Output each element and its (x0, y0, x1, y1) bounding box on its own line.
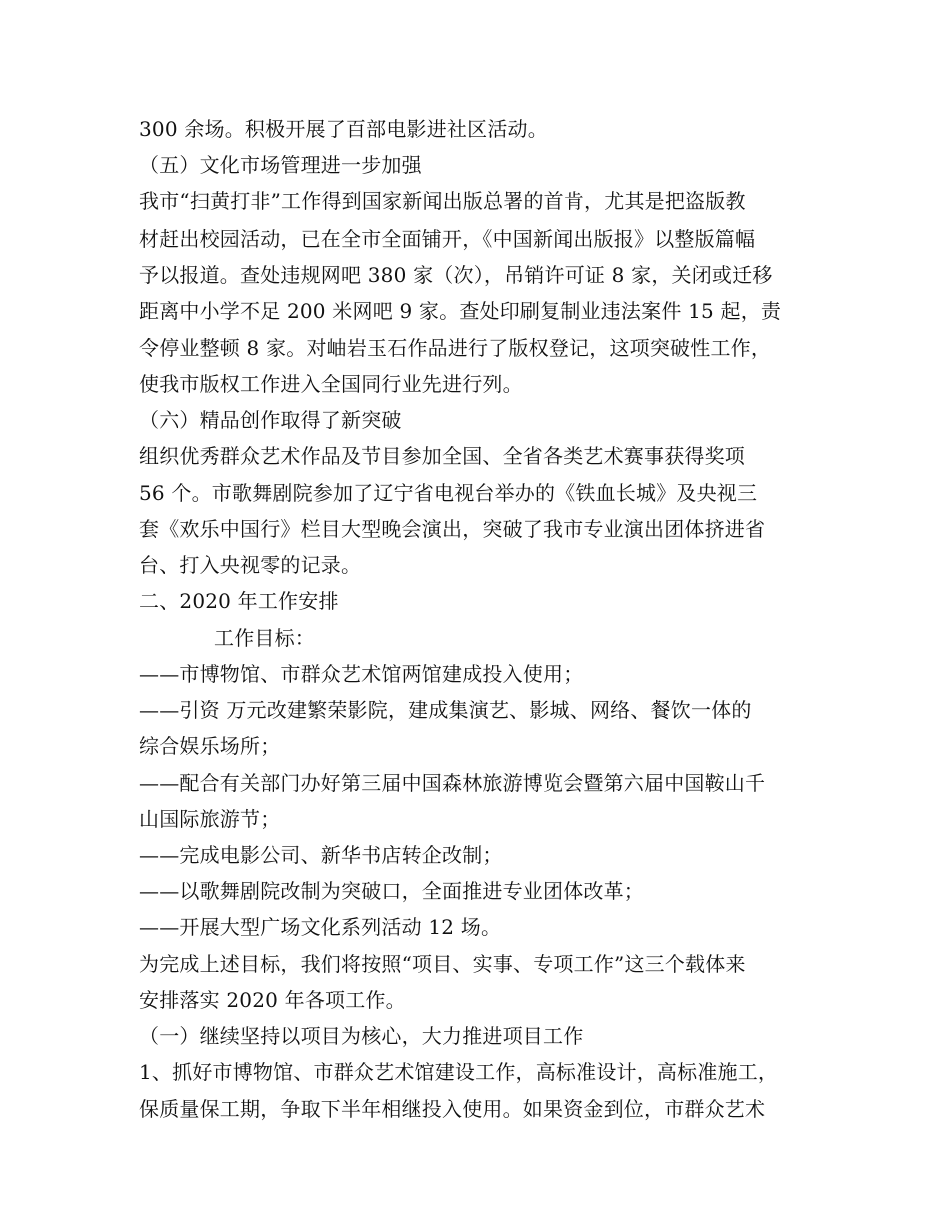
goal-item: ——引资 万元改建繁荣影院，建成集演艺、影城、网络、餐饮一体的 (139, 698, 752, 722)
text-line: 1、抓好市博物馆、市群众艺术馆建设工作，高标准设计，高标准施工， (139, 1060, 779, 1084)
section-heading-2020: 二、2020 年工作安排 (139, 589, 339, 613)
text-line: 套《欢乐中国行》栏目大型晚会演出，突破了我市专业演出团体挤进省 (139, 517, 766, 541)
goal-item: ——市博物馆、市群众艺术馆两馆建成投入使用； (139, 662, 584, 686)
goals-heading: 工作目标： (214, 626, 315, 650)
text-line: 300 余场。积极开展了百部电影进社区活动。 (139, 117, 548, 141)
text-line: 56 个。市歌舞剧院参加了辽宁省电视台举办的《铁血长城》及央视三 (139, 481, 758, 505)
goal-item: ——以歌舞剧院改制为突破口，全面推进专业团体改革； (139, 879, 644, 903)
text-line: 距离中小学不足 200 米网吧 9 家。查处印刷复制业违法案件 15 起，责 (139, 299, 782, 323)
text-line: 综合娱乐场所； (139, 734, 281, 758)
section-heading-5: （五）文化市场管理进一步加强 (139, 153, 422, 177)
text-line: 予以报道。查处违规网吧 380 家（次），吊销许可证 8 家，关闭或迁移 (139, 263, 773, 287)
text-line: 组织优秀群众艺术作品及节目参加全国、全省各类艺术赛事获得奖项 (139, 444, 745, 468)
text-line: 安排落实 2020 年各项工作。 (139, 988, 406, 1012)
text-line: 台、打入央视零的记录。 (139, 553, 362, 577)
section-heading-6: （六）精品创作取得了新突破 (139, 408, 402, 432)
text-line: 令停业整顿 8 家。对岫岩玉石作品进行了版权登记，这项突破性工作， (139, 336, 772, 360)
text-line: 保质量保工期，争取下半年相继投入使用。如果资金到位，市群众艺术 (139, 1097, 766, 1121)
goal-item: ——配合有关部门办好第三届中国森林旅游博览会暨第六届中国鞍山千 (139, 771, 766, 795)
text-line: 材赶出校园活动，已在全市全面铺开，《中国新闻出版报》以整版篇幅 (139, 227, 756, 251)
goal-item: ——完成电影公司、新华书店转企改制； (139, 843, 503, 867)
text-line: 为完成上述目标，我们将按照“项目、实事、专项工作”这三个载体来 (139, 952, 746, 976)
goal-item: ——开展大型广场文化系列活动 12 场。 (139, 915, 502, 939)
text-line: 使我市版权工作进入全国同行业先进行列。 (139, 372, 523, 396)
text-line: 山国际旅游节； (139, 807, 281, 831)
text-line: 我市“扫黄打非”工作得到国家新闻出版总署的首肯，尤其是把盗版教 (139, 189, 746, 213)
section-heading-1: （一）继续坚持以项目为核心，大力推进项目工作 (139, 1024, 584, 1048)
